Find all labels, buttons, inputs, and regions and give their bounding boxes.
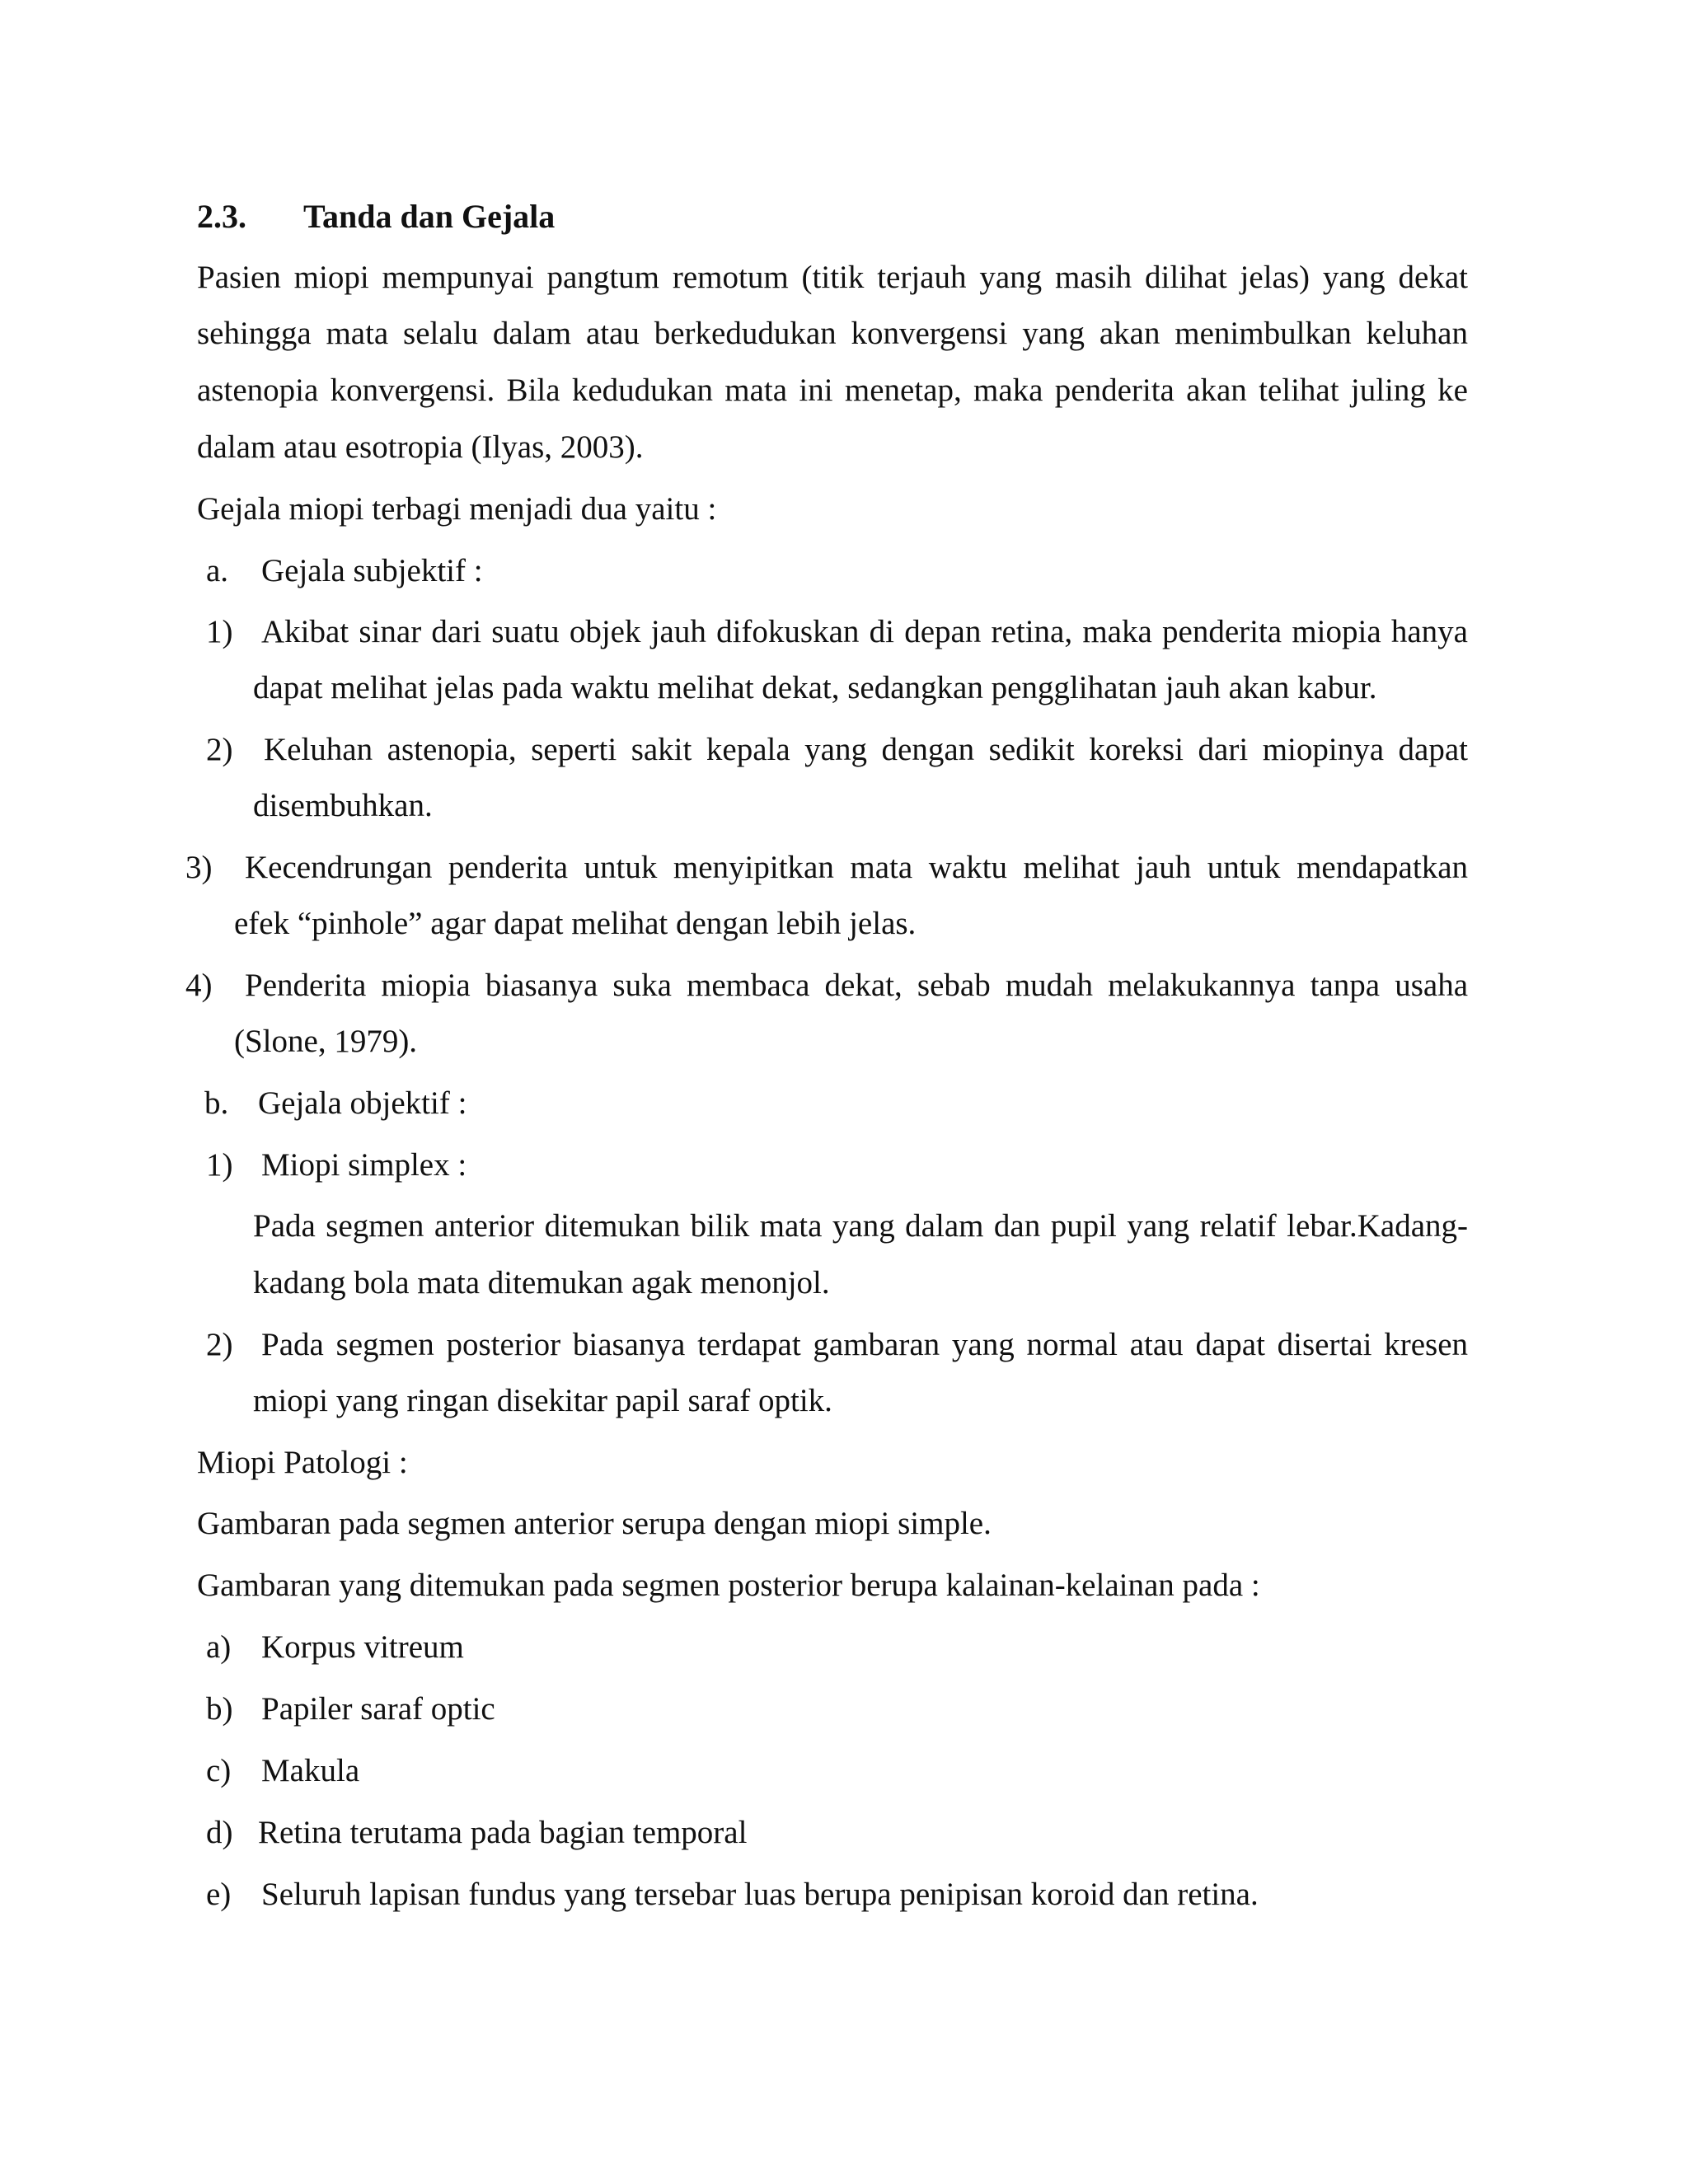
subjective-item-4-marker: 4) [185, 968, 213, 1003]
pathologic-posterior-intro: Gambaran yang ditemukan pada segmen posterior berupa kalainan-kelainan pada : [197, 1568, 1260, 1603]
subjective-item-2-line-2: disembuhkan. [253, 788, 433, 823]
section-number: 2.3. [197, 198, 246, 235]
pathologic-item-c: Makula [261, 1753, 360, 1788]
pathologic-anterior: Gambaran pada segmen anterior serupa dengan miopi simple. [197, 1506, 992, 1541]
pathologic-item-a: Korpus vitreum [261, 1629, 464, 1665]
pathologic-item-a-marker: a) [206, 1629, 232, 1665]
objective-item-1-label: Miopi simplex : [261, 1147, 467, 1183]
pathologic-item-b: Papiler saraf optic [261, 1691, 495, 1727]
objective-item-1-line-1: Pada segmen anterior ditemukan bilik mata yang dalam dan pupil yang relatif lebar.Kadang- [253, 1208, 1468, 1244]
objective-item-2-line-1: Pada segmen posterior biasanya terdapat gambaran yang normal atau dapat disertai kresen [261, 1327, 1468, 1362]
pathologic-item-e-marker: e) [206, 1877, 232, 1912]
intro-line-3: astenopia konvergensi. Bila kedudukan mata ini menetap, maka penderita akan telihat juling ke [197, 373, 1468, 408]
subjective-item-2-marker: 2) [206, 732, 233, 767]
pathologic-item-d-marker: d) [206, 1815, 233, 1850]
intro-line-1: Pasien miopi mempunyai pangtum remotum (titik terjauh yang masih dilihat jelas) yang dekat [197, 260, 1468, 295]
subjective-item-3-line-1: Kecendrungan penderita untuk menyipitkan mata waktu melihat jauh untuk mendapatkan [245, 850, 1468, 885]
intro-line-4: dalam atau esotropia (Ilyas, 2003). [197, 429, 644, 465]
subjective-item-3-line-2: efek “pinhole” agar dapat melihat dengan lebih jelas. [234, 906, 917, 941]
subjective-item-1-line-2: dapat melihat jelas pada waktu melihat dekat, sedangkan pengglihatan jauh akan kabur. [253, 670, 1377, 705]
section-heading [197, 196, 555, 237]
objective-item-2-line-2: miopi yang ringan disekitar papil saraf optik. [253, 1383, 832, 1418]
subjective-item-3-marker: 3) [185, 850, 213, 885]
pathologic-item-b-marker: b) [206, 1691, 233, 1727]
section-title: Tanda dan Gejala [303, 198, 556, 235]
pathologic-item-d: Retina terutama pada bagian temporal [258, 1815, 748, 1850]
pathologic-item-e: Seluruh lapisan fundus yang tersebar luas berupa penipisan koroid dan retina. [261, 1877, 1259, 1912]
objective-label: Gejala objektif : [258, 1085, 467, 1121]
subjective-label: Gejala subjektif : [261, 553, 483, 588]
intro-line-2: sehingga mata selalu dalam atau berkedudukan konvergensi yang akan menimbulkan keluhan [197, 316, 1468, 351]
subjective-marker: a. [206, 553, 229, 588]
symptoms-intro: Gejala miopi terbagi menjadi dua yaitu : [197, 491, 717, 527]
objective-item-2-marker: 2) [206, 1327, 233, 1362]
subjective-item-1-marker: 1) [206, 614, 233, 649]
pathologic-item-c-marker: c) [206, 1753, 232, 1788]
objective-item-1-line-2: kadang bola mata ditemukan agak menonjol. [253, 1265, 830, 1301]
subjective-item-1-line-1: Akibat sinar dari suatu objek jauh difokuskan di depan retina, maka penderita miopia hanya [261, 614, 1468, 649]
objective-item-1-marker: 1) [206, 1147, 233, 1183]
subjective-item-4-line-1: Penderita miopia biasanya suka membaca dekat, sebab mudah melakukannya tanpa usaha [245, 968, 1468, 1003]
subjective-item-4-line-2: (Slone, 1979). [234, 1024, 418, 1059]
objective-marker: b. [204, 1085, 229, 1121]
subjective-item-2-line-1: Keluhan astenopia, seperti sakit kepala yang dengan sedikit koreksi dari miopinya dapat [264, 732, 1468, 767]
pathologic-label: Miopi Patologi : [197, 1445, 408, 1480]
